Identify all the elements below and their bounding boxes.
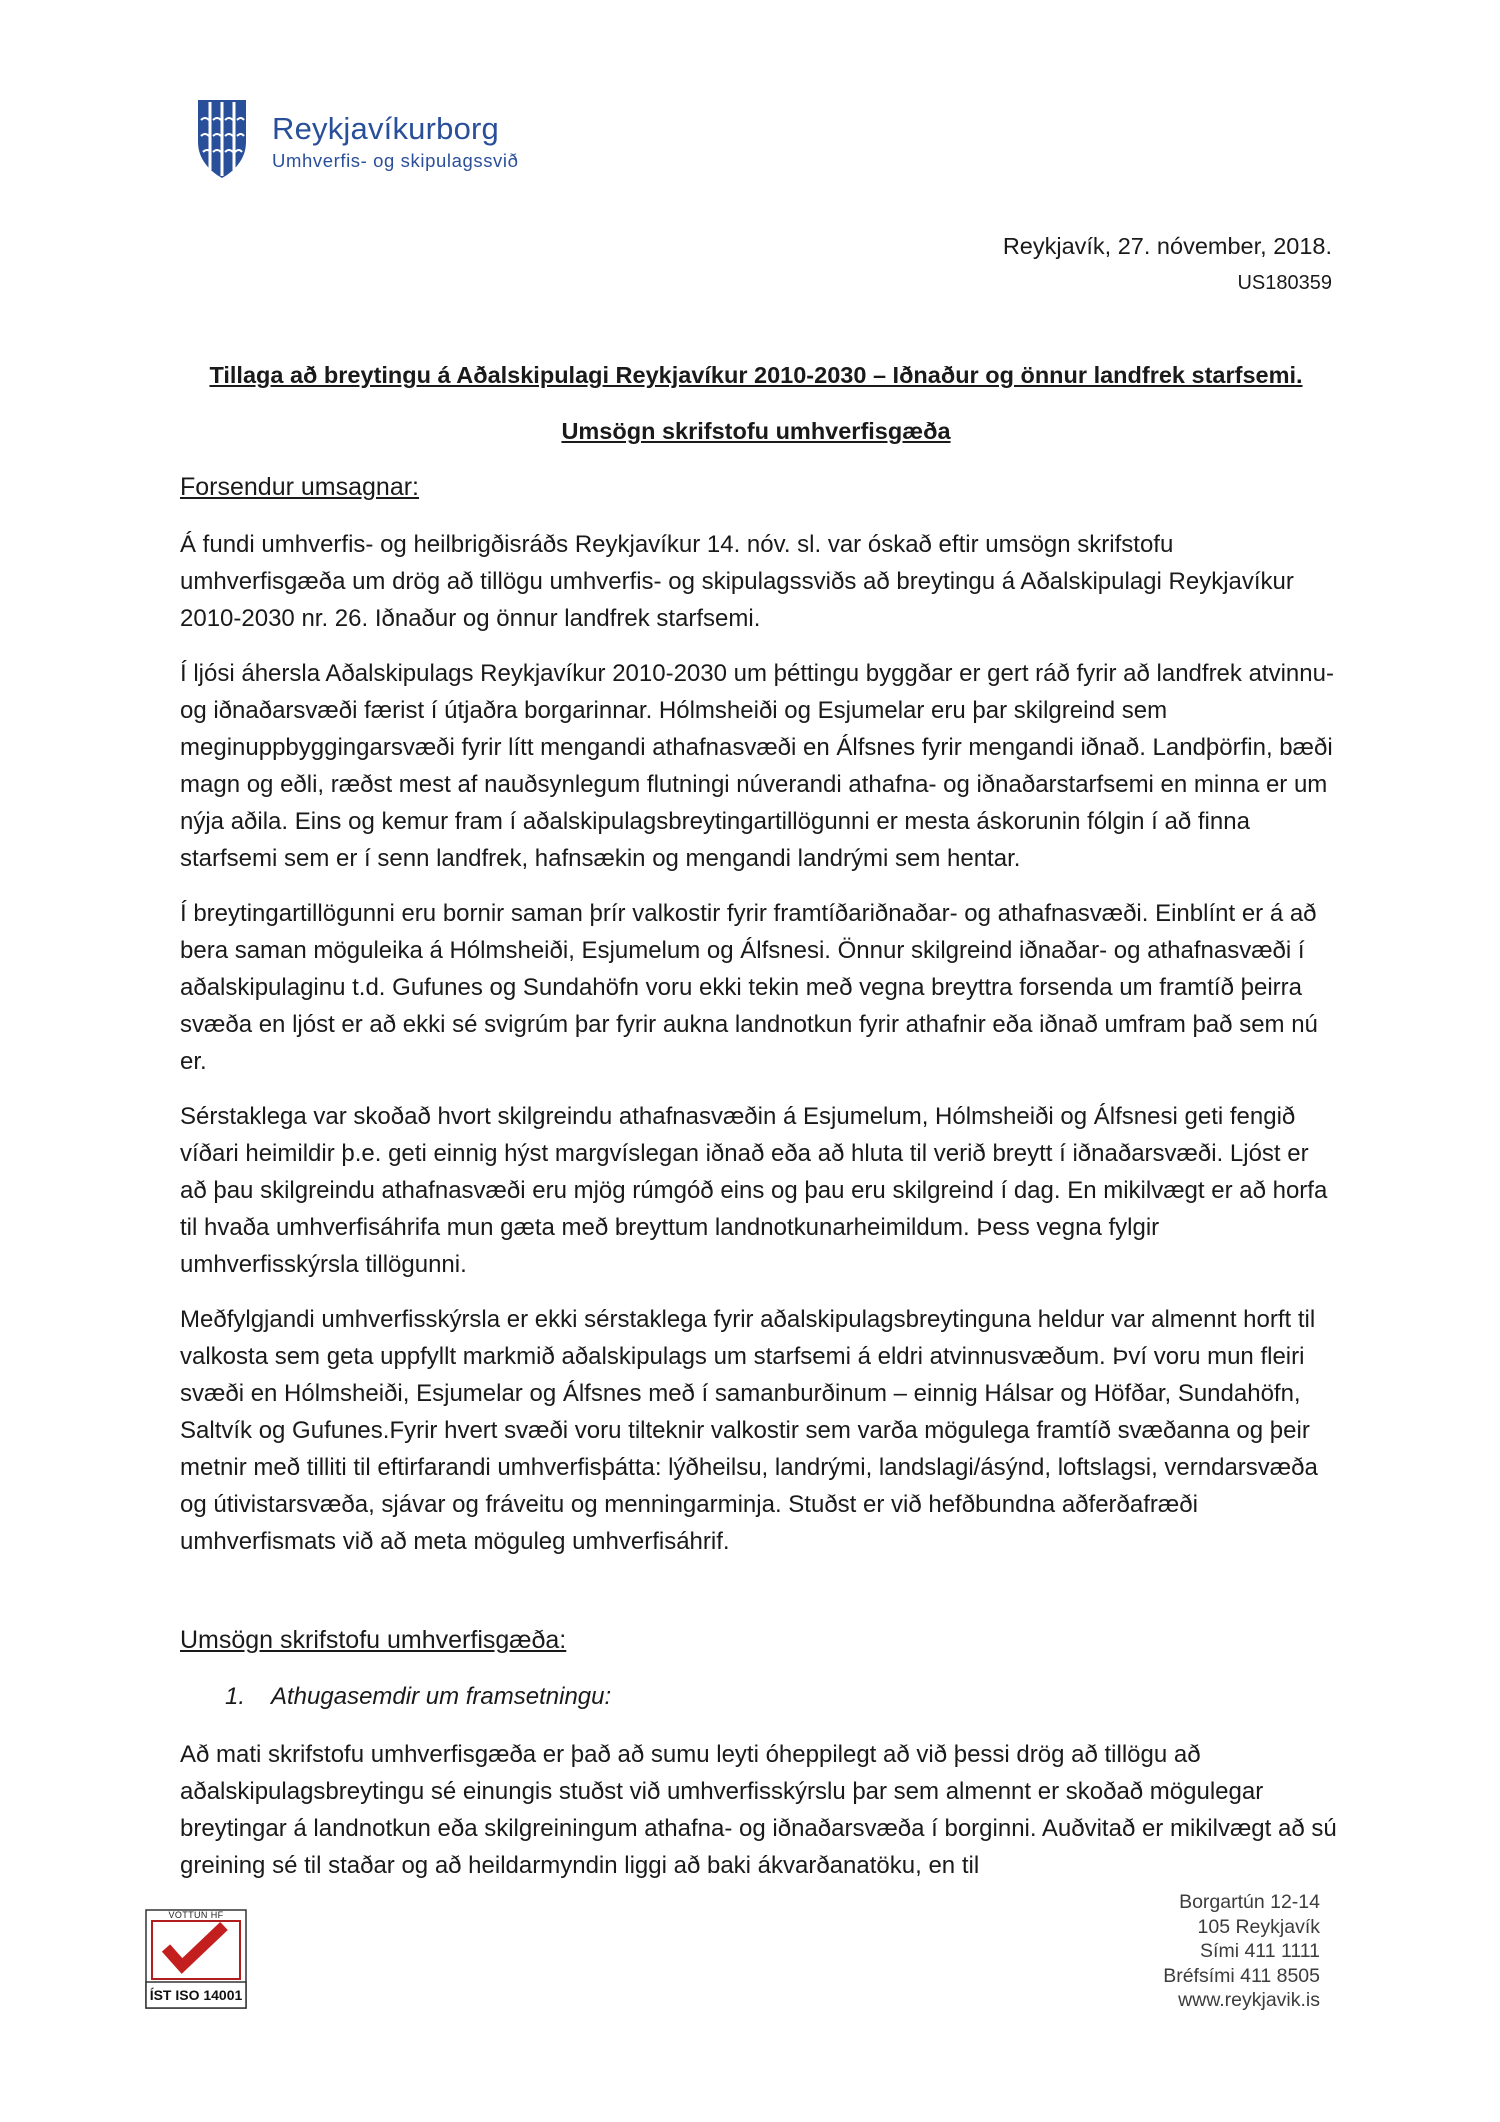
logo [195, 98, 535, 180]
fax-line: Bréfsími 411 8505 [1163, 1964, 1320, 1987]
paragraph: Sérstaklega var skoðað hvort skilgreindu athafnasvæðin á Esjumelum, Hólmsheiði og Álfsnesi geti fengið víðari heimildir þ.e. geti einnig hýst margvíslegan iðnað eða að hluta til verið breytt í iðnaðarsvæði. Ljóst er að þau skilgreindu athafnasvæði eru mjög rúmgóð eins og þau eru skilgreind í dag. En mikilvægt er að horfa til hvaða umhverfisáhrifa mun gæta með breyttum landnotkunarheimildum. Þess vegna fylgir umhverfisskýrsla tillögunni. [180, 1103, 1328, 1278]
list-label: Athugasemdir um framsetningu: [271, 1683, 612, 1710]
list-item [225, 1683, 611, 1711]
address-line: Borgartún 12-14 [1179, 1891, 1320, 1913]
section-body-umsogn [180, 1736, 1340, 1902]
phone-line: Sími 411 1111 [1200, 1940, 1320, 1963]
org-subtitle: Umhverfis- og skipulagssvið [272, 150, 519, 171]
section-heading-umsogn: Umsögn skrifstofu umhverfisgæða: [180, 1626, 567, 1654]
date-line: Reykjavík, 27. nóvember, 2018. [1002, 233, 1332, 259]
footer-address [1163, 1890, 1320, 2013]
org-name: Reykjavíkurborg [272, 111, 499, 146]
section-heading-forsendur: Forsendur umsagnar: [180, 473, 420, 501]
paragraph: Í ljósi áhersla Aðalskipulags Reykjavíkur 2010-2030 um þéttingu byggðar er gert ráð fyrir að landfrek atvinnu- og iðnaðarsvæði færist í útjaðra borgarinnar. Hólmsheiði og Esjumelar eru þar skilgreind sem meginuppbyggingarsvæði fyrir lítt mengandi athafnasvæði en Álfsnes fyrir mengandi iðnað. Landþörfin, bæði magn og eðli, ræðst mest af nauðsynlegum flutningi núverandi athafna- og iðnaðarstarfsemi en minna er um nýja aðila. Eins og kemur fram í aðalskipulagsbreytingartillögunni er mesta áskorunin fólgin í að finna starfsemi sem er í senn landfrek, hafnsækin og mengandi landrými sem hentar. [180, 660, 1334, 872]
iso-14001-badge [144, 1908, 248, 2010]
list-number: 1. [225, 1683, 246, 1710]
paragraph: Í breytingartillögunni eru bornir saman þrír valkostir fyrir framtíðariðnaðar- og athafnasvæði. Einblínt er á að bera saman möguleika á Hólmsheiði, Esjumelum og Álfsnesi. Önnur skilgreind iðnaðar- og athafnasvæði í aðalskipulaginu t.d. Gufunes og Sundahöfn voru ekki tekin með vegna breyttra forsenda um framtíð þeirra svæða en ljóst er að ekki sé svigrúm þar fyrir aukna landnotkun fyrir athafnir eða iðnað umfram það sem nú er. [180, 900, 1318, 1075]
iso-top-label: VOTTUN HF [168, 1910, 224, 1920]
paragraph: Á fundi umhverfis- og heilbrigðisráðs Reykjavíkur 14. nóv. sl. var óskað eftir umsögn skrifstofu umhverfisgæða um drög að tillögu umhverfis- og skipulagssviðs að breytingu á Aðalskipulagi Reykjavíkur 2010-2030 nr. 26. Iðnaður og önnur landfrek starfsemi. [180, 531, 1294, 632]
document-title: Tillaga að breytingu á Aðalskipulagi Reykjavíkur 2010-2030 – Iðnaður og önnur landfrek starfsemi. [209, 362, 1303, 388]
address-line: 105 Reykjavík [1197, 1915, 1320, 1938]
paragraph: Að mati skrifstofu umhverfisgæða er það að sumu leyti óheppilegt að við þessi drög að tillögu að aðalskipulagsbreytingu sé einungis stuðst við umhverfisskýrslu þar sem almennt er skoðað mögulegar breytingar á landnotkun eða skilgreiningum athafna- og iðnaðarsvæða í borginni. Auðvitað er mikilvægt að sú greining sé til staðar og að heildarmyndin liggi að baki ákvarðanatöku, en til [180, 1741, 1337, 1879]
reykjavik-shield-icon [195, 98, 249, 180]
website-link[interactable]: www.reykjavik.is [1178, 1989, 1320, 2012]
paragraph: Meðfylgjandi umhverfisskýrsla er ekki sérstaklega fyrir aðalskipulagsbreytinguna heldur var almennt horft til valkosta sem geta uppfyllt markmið aðalskipulags um starfsemi á eldri atvinnusvæðum. Því voru mun fleiri svæði en Hólmsheiði, Esjumelar og Álfsnes með í samanburðinum – einnig Hálsar og Höfðar, Sundahöfn, Saltvík og Gufunes.Fyrir hvert svæði voru tilteknir valkostir sem varða mögulega framtíð svæðanna og þeir metnir með tilliti til eftirfarandi umhverfisþátta: lýðheilsu, landrými, landslagi/ásýnd, loftslagsi, verndarsvæða og útivistarsvæða, sjávar og fráveitu og menningarminja. Stuðst er við hefðbundna aðferðafræði umhverfismats við að meta möguleg umhverfisáhrif. [180, 1306, 1318, 1555]
section-body-forsendur [180, 526, 1340, 1578]
iso-bottom-label: ÍST ISO 14001 [149, 1987, 243, 2003]
reference-number: US180359 [1237, 272, 1332, 294]
document-subtitle: Umsögn skrifstofu umhverfisgæða [561, 418, 951, 444]
